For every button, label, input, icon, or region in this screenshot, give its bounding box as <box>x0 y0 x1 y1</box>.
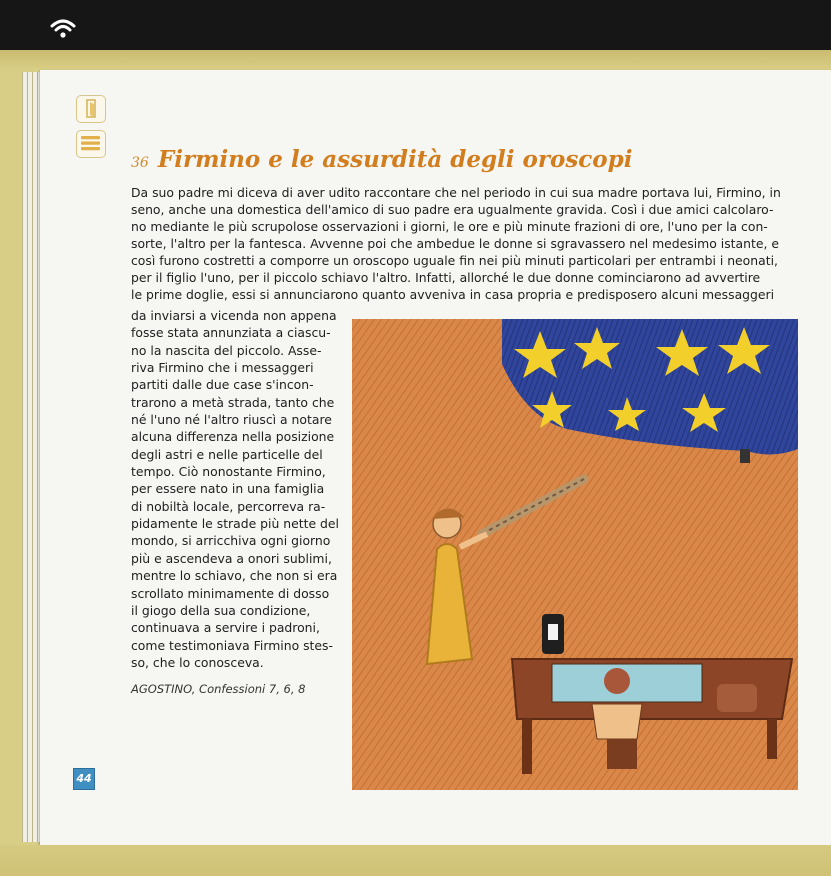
paragraph-line: seno, anche una domestica dell'amico di suo padre era ugualmente gravida. Così i due amici calcolaro- <box>131 202 774 217</box>
illustration-astronomer <box>352 319 798 790</box>
column-line: da inviarsi a vicenda non appena <box>131 308 337 323</box>
exit-door-icon <box>77 96 104 121</box>
column-line: pidamente le strade più nette del <box>131 516 339 532</box>
column-line: so, che lo conosceva. <box>131 654 264 670</box>
chapter-number: 36 <box>131 155 149 171</box>
column-line: né l'uno né l'altro riuscì a notare <box>131 412 332 428</box>
column-line: continuava a servire i padroni, <box>131 620 320 636</box>
column-line: scrollato minimamente di dosso <box>131 585 330 601</box>
page-title <box>131 146 632 173</box>
column-line: mondo, si arricchiva ogni giorno <box>131 533 331 549</box>
paragraph-line: per il figlio l'uno, per il piccolo schiavo l'altro. Infatti, allorché le due donne cominciarono ad avvertire <box>131 270 761 285</box>
column-line: di nobiltà locale, percorreva ra- <box>131 498 326 514</box>
wifi-icon <box>50 18 76 40</box>
exit-button[interactable] <box>76 95 106 123</box>
column-line: fosse stata annunziata a ciascu- <box>131 325 331 341</box>
column-line: trarono a metà strada, tanto che <box>131 394 335 410</box>
column-line: degli astri e nelle particelle del <box>131 446 323 462</box>
book-background-top <box>0 50 831 70</box>
column-line: alcuna differenza nella posizione <box>131 429 335 445</box>
column-line: no la nascita del piccolo. Asse- <box>131 342 322 358</box>
book-background-bottom <box>0 845 831 876</box>
column-line: mentre lo schiavo, che non si era <box>131 568 338 584</box>
column-line: per essere nato in una famiglia <box>131 481 325 497</box>
column-line: come testimoniava Firmino stes- <box>131 637 333 653</box>
column-line: più e ascendeva a onori sublimi, <box>131 550 332 566</box>
telescope-mount <box>740 449 750 463</box>
column-line: riva Firmino che i messaggeri <box>131 360 314 376</box>
column-line: il giogo della sua condizione, <box>131 602 311 618</box>
chapter-title: Firmino e le assurdità degli oroscopi <box>157 146 633 173</box>
column-text <box>131 307 346 671</box>
paragraph-line: sorte, l'altro per la fantesca. Avvenne poi che ambedue le donne si sgravassero nel medesimo istante, e <box>131 236 779 251</box>
list-menu-icon <box>77 131 104 156</box>
paragraph-line: così furono costretti a comporre un oroscopo uguale fin nei più minuti particolari per entrambi i neonati, <box>131 253 778 268</box>
paragraph-line: no mediante le più scrupolose osservazioni i giorni, le ore e più minute frazioni di ore, l'uno per la con- <box>131 219 768 234</box>
citation: AGOSTINO, Confessioni 7, 6, 8 <box>131 682 306 696</box>
paragraph-line: Da suo padre mi diceva di aver udito raccontare che nel periodo in cui sua madre portava lui, Firmino, in <box>131 185 781 200</box>
menu-button[interactable] <box>76 130 106 158</box>
page-number-badge[interactable]: 44 <box>73 768 95 790</box>
paragraph-line: le prime doglie, essi si annunciarono quanto avveniva in casa propria e predisposero alcuni messaggeri <box>131 287 775 302</box>
column-line: tempo. Ciò nonostante Firmino, <box>131 464 326 480</box>
status-bar <box>0 0 831 50</box>
column-line: partiti dalle due case s'incon- <box>131 377 314 393</box>
